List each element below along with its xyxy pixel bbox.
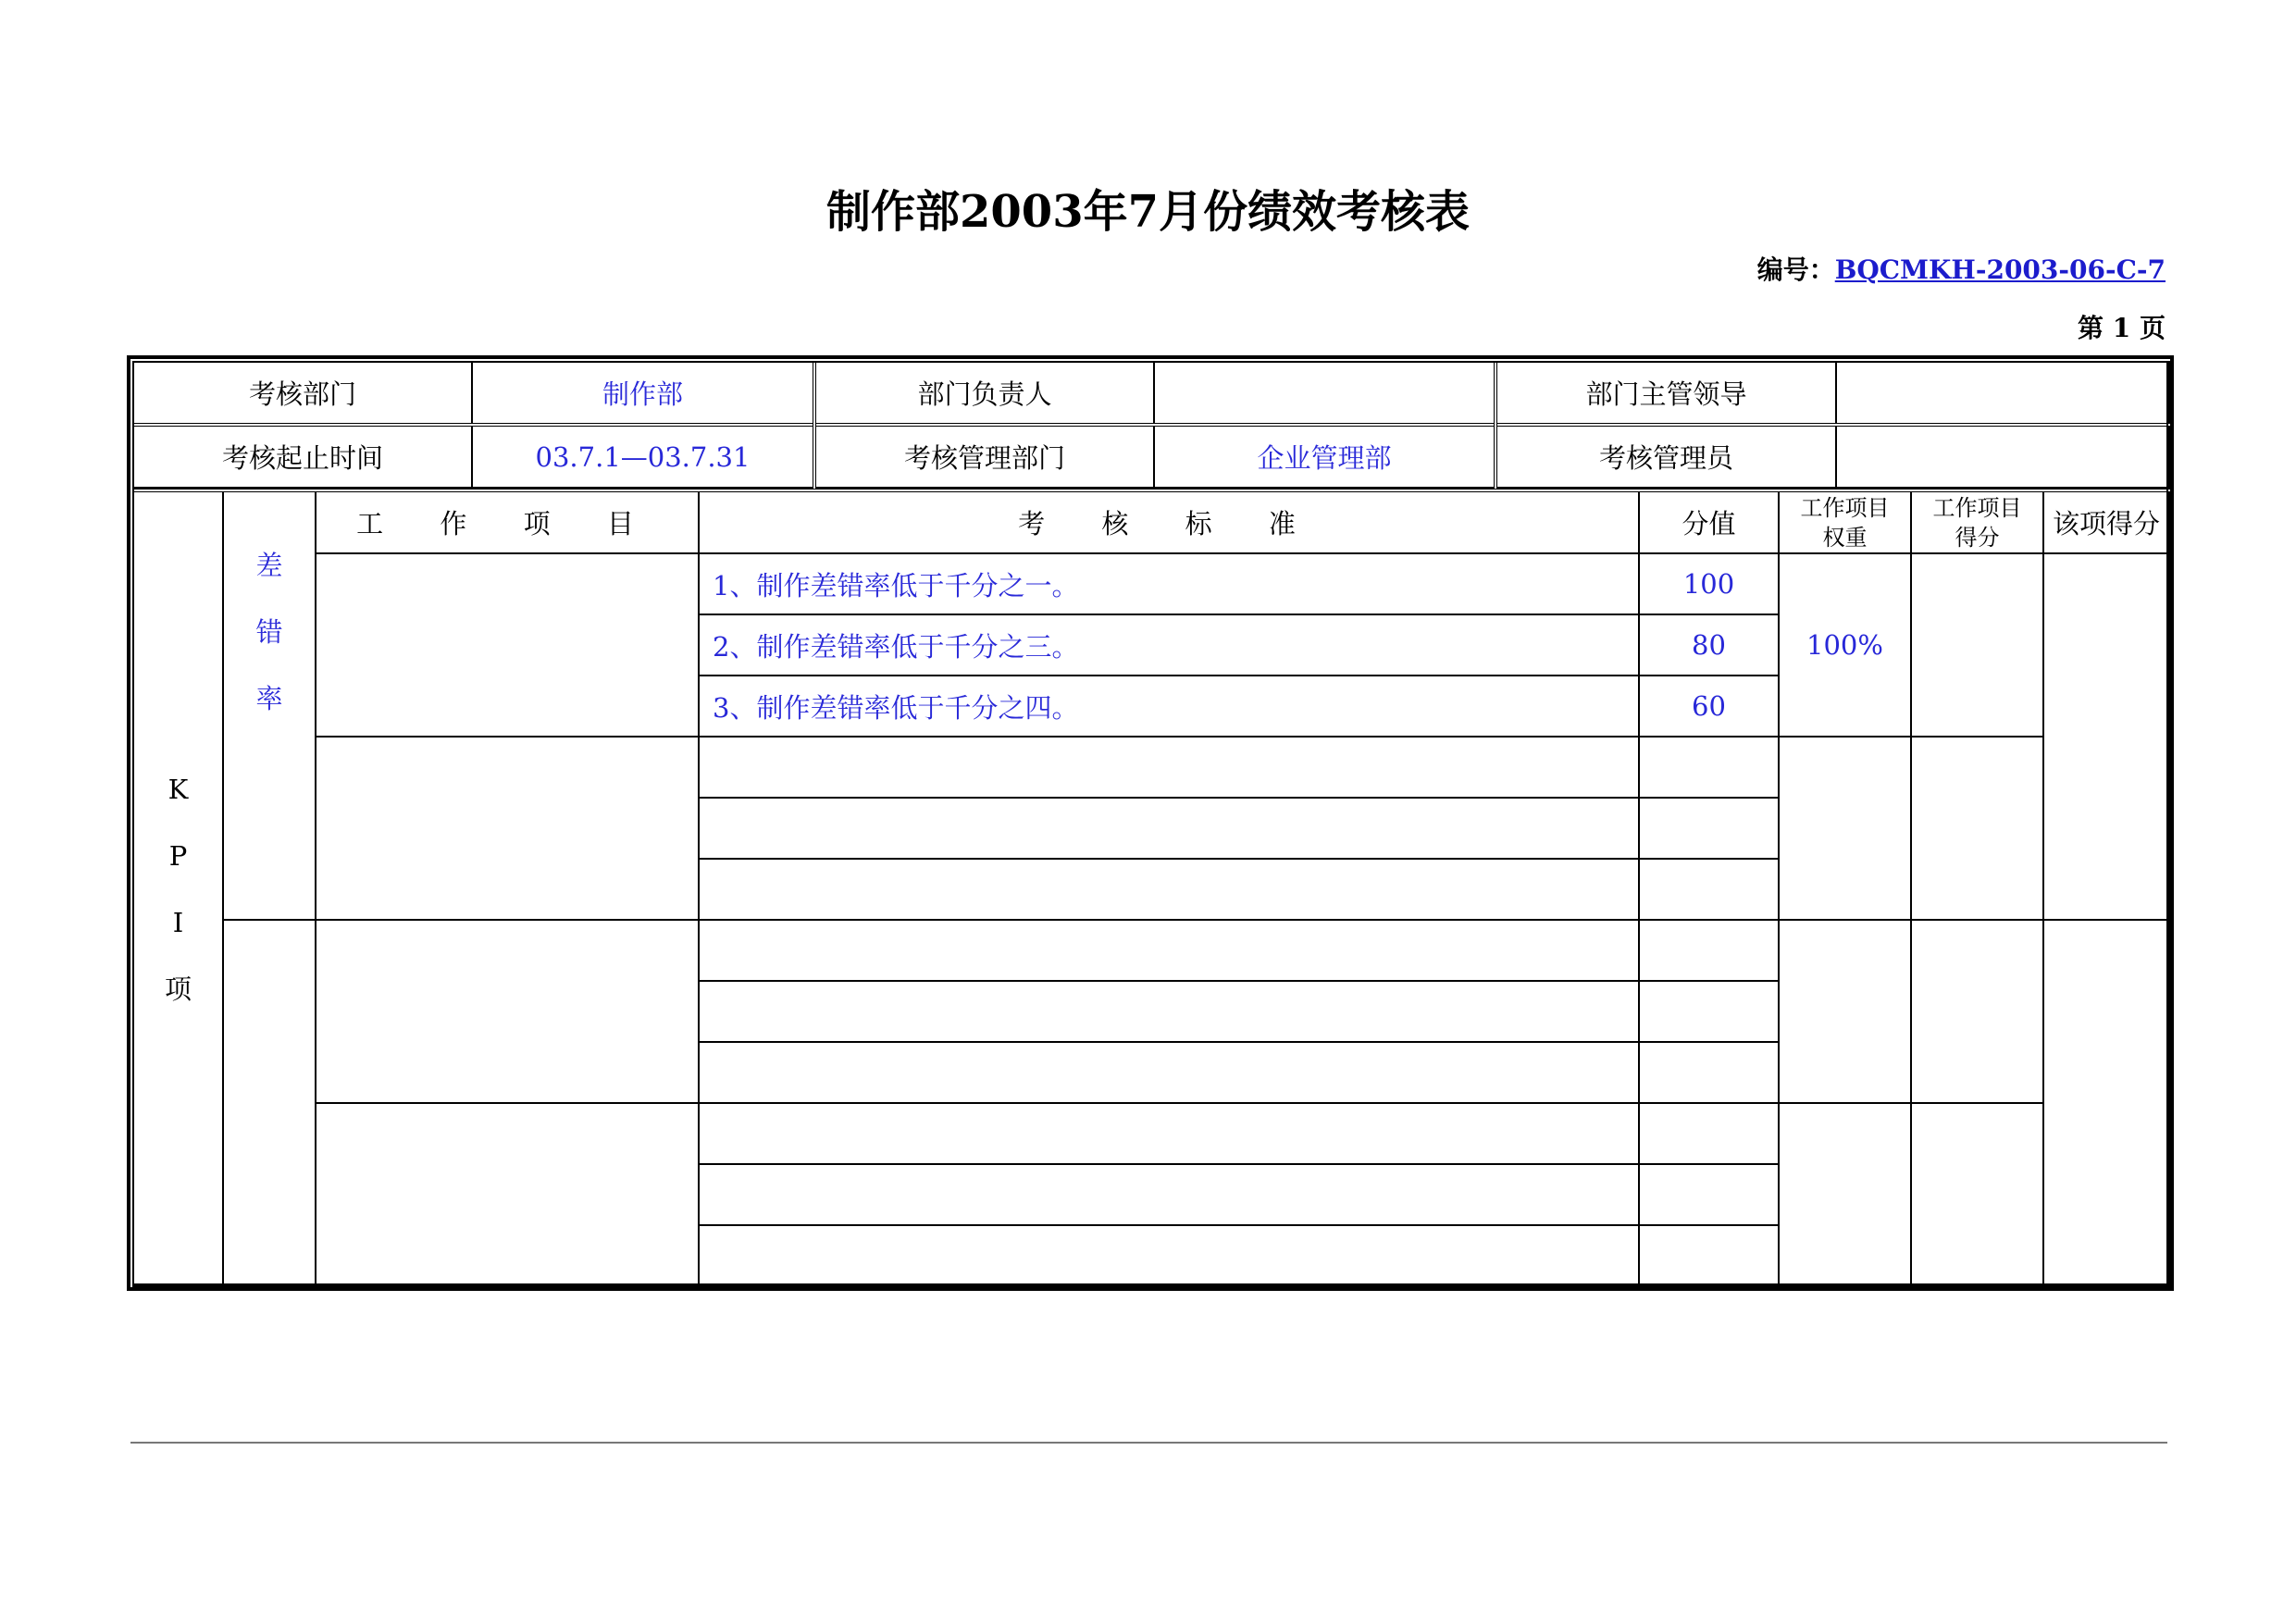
mgmt-dept-label: 考核管理部门	[814, 425, 1154, 488]
kpi-section-label: K P I 项	[133, 490, 223, 1286]
head-label: 部门负责人	[814, 362, 1154, 425]
kpi-group-label: 差 错 率	[223, 490, 316, 920]
footer-divider	[130, 1442, 2167, 1444]
kpi-group-label-empty	[223, 920, 316, 1286]
score-cell[interactable]	[1639, 798, 1779, 859]
standard-cell[interactable]	[699, 1225, 1639, 1286]
standard-cell[interactable]	[699, 1103, 1639, 1164]
weight-cell[interactable]: 100%	[1779, 553, 1911, 737]
period-value[interactable]: 03.7.1—03.7.31	[472, 425, 814, 488]
total-cell[interactable]	[2043, 553, 2169, 920]
page-title: 制作部2003年7月份绩效考核表	[826, 186, 1470, 238]
item-score-cell[interactable]	[1911, 1103, 2043, 1286]
page-number: 第 1 页	[2078, 313, 2166, 343]
score-cell[interactable]	[1639, 1042, 1779, 1103]
score-cell[interactable]: 60	[1639, 676, 1779, 737]
score-cell[interactable]	[1639, 920, 1779, 981]
standard-cell[interactable]	[699, 798, 1639, 859]
col-total: 该项得分	[2043, 490, 2169, 553]
table-row	[133, 553, 2169, 614]
standard-cell[interactable]	[699, 1164, 1639, 1225]
weight-cell[interactable]	[1779, 737, 1911, 920]
head-value[interactable]	[1154, 362, 1496, 425]
score-cell[interactable]: 100	[1639, 553, 1779, 614]
weight-cell[interactable]	[1779, 920, 1911, 1103]
leader-value[interactable]	[1836, 362, 2169, 425]
mgmt-dept-value[interactable]: 企业管理部	[1154, 425, 1496, 488]
standard-cell[interactable]: 2、制作差错率低于千分之三。	[699, 614, 1639, 676]
col-standard: 考 核 标 准	[699, 490, 1639, 553]
total-cell[interactable]	[2043, 920, 2169, 1286]
standard-cell[interactable]: 1、制作差错率低于千分之一。	[699, 553, 1639, 614]
admin-label: 考核管理员	[1496, 425, 1836, 488]
standard-cell[interactable]	[699, 981, 1639, 1042]
score-cell[interactable]	[1639, 1225, 1779, 1286]
standard-cell[interactable]	[699, 737, 1639, 798]
code-label: 编号：	[1756, 254, 1835, 285]
info-row	[133, 425, 2169, 488]
table-row	[133, 920, 2169, 981]
col-work-item: 工 作 项 目	[316, 490, 699, 553]
info-row	[133, 362, 2169, 425]
col-item-score: 工作项目 得分	[1911, 490, 2043, 553]
dept-value[interactable]: 制作部	[472, 362, 814, 425]
standard-cell[interactable]	[699, 859, 1639, 920]
kpi-table	[132, 489, 2170, 1287]
kpi-header-row	[133, 490, 2169, 553]
work-item-cell[interactable]	[316, 1103, 699, 1286]
dept-label: 考核部门	[133, 362, 472, 425]
item-score-cell[interactable]	[1911, 920, 2043, 1103]
admin-value[interactable]	[1836, 425, 2169, 488]
standard-cell[interactable]	[699, 920, 1639, 981]
standard-cell[interactable]	[699, 1042, 1639, 1103]
table-row	[133, 1103, 2169, 1164]
score-cell[interactable]	[1639, 1164, 1779, 1225]
code-link[interactable]: BQCMKH-2003-06-C-7	[1834, 254, 2166, 285]
work-item-cell[interactable]	[316, 553, 699, 737]
work-item-cell[interactable]	[316, 737, 699, 920]
table-row	[133, 737, 2169, 798]
score-cell[interactable]	[1639, 1103, 1779, 1164]
period-label: 考核起止时间	[133, 425, 472, 488]
weight-cell[interactable]	[1779, 1103, 1911, 1286]
document-code	[1757, 250, 2166, 287]
work-item-cell[interactable]	[316, 920, 699, 1103]
score-cell[interactable]	[1639, 737, 1779, 798]
score-cell[interactable]	[1639, 859, 1779, 920]
score-cell[interactable]: 80	[1639, 614, 1779, 676]
col-weight: 工作项目 权重	[1779, 490, 1911, 553]
col-score: 分值	[1639, 490, 1779, 553]
info-table	[132, 361, 2170, 489]
leader-label: 部门主管领导	[1496, 362, 1836, 425]
score-cell[interactable]	[1639, 981, 1779, 1042]
item-score-cell[interactable]	[1911, 737, 2043, 920]
standard-cell[interactable]: 3、制作差错率低于千分之四。	[699, 676, 1639, 737]
item-score-cell[interactable]	[1911, 553, 2043, 737]
